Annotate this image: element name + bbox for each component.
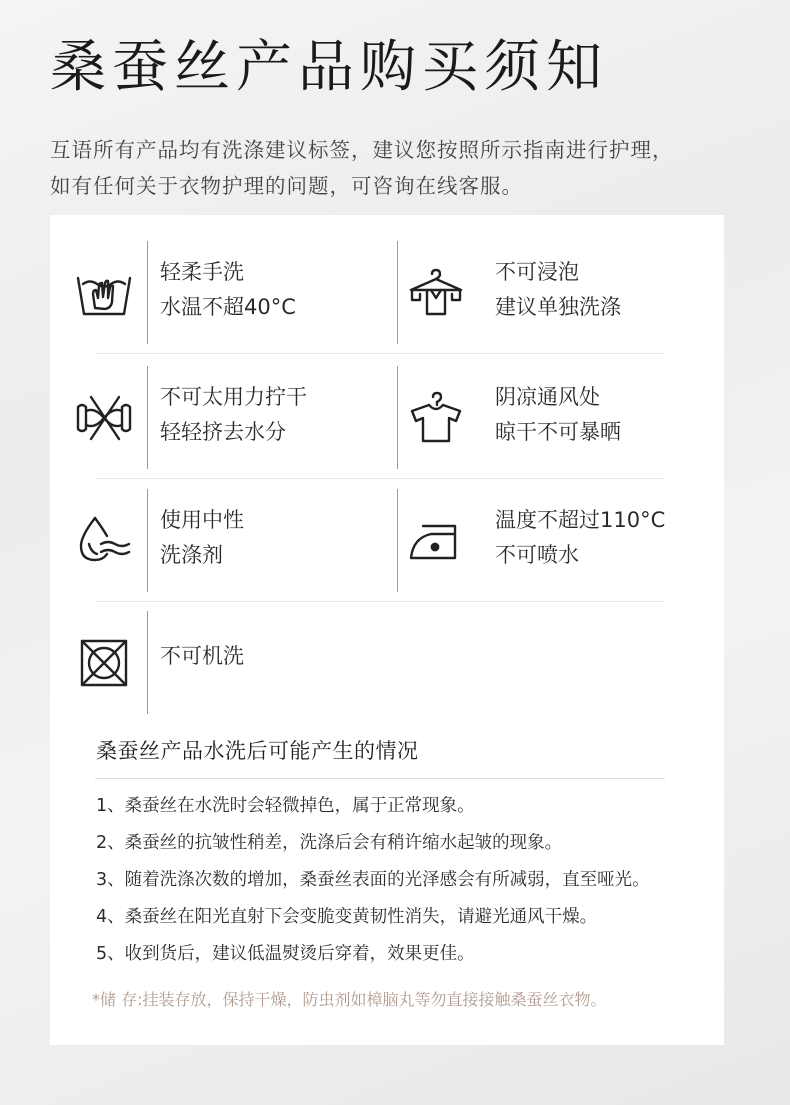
divider	[397, 489, 398, 592]
list-item: 2、桑蚕丝的抗皱性稍差，洗涤后会有稍许缩水起皱的现象。	[96, 833, 563, 853]
care-item-no-wring	[50, 366, 390, 469]
care-item-shade-dry	[390, 366, 724, 469]
list-item: 3、随着洗涤次数的增加，桑蚕丝表面的光泽感会有所减弱，直至哑光。	[96, 870, 650, 890]
list-item: 5、收到货后，建议低温熨烫后穿着，效果更佳。	[96, 944, 475, 964]
hang-dry-shade-icon	[404, 386, 468, 450]
care-label: 轻柔手洗	[160, 260, 244, 284]
care-row	[50, 489, 724, 592]
hand-wash-icon	[72, 261, 136, 325]
intro-line: 如有任何关于衣物护理的问题，可咨询在线客服。	[50, 174, 523, 198]
wash-effects-list	[96, 788, 650, 973]
row-separator	[95, 478, 665, 479]
page-title: 桑蚕丝产品购买须知	[50, 35, 608, 100]
row-separator	[95, 353, 665, 354]
care-detail: 轻轻挤去水分	[160, 420, 286, 444]
list-item: 1、桑蚕丝在水洗时会轻微掉色，属于正常现象。	[96, 796, 475, 816]
care-item-iron	[390, 489, 724, 592]
intro-line: 互语所有产品均有洗涤建议标签，建议您按照所示指南进行护理，	[50, 138, 674, 162]
care-label: 不可机洗	[160, 644, 244, 668]
section-title: 桑蚕丝产品水洗后可能产生的情况	[96, 739, 419, 763]
care-item-no-machine-wash	[50, 611, 390, 714]
care-label: 不可浸泡	[495, 260, 579, 284]
care-item-no-soak	[390, 241, 724, 344]
divider	[147, 489, 148, 592]
care-item-neutral-detergent	[50, 489, 390, 592]
divider	[147, 241, 148, 344]
neutral-detergent-icon	[72, 509, 136, 573]
care-row	[50, 611, 724, 714]
care-detail: 洗涤剂	[160, 543, 223, 567]
divider	[147, 366, 148, 469]
do-not-wring-icon	[72, 386, 136, 450]
intro-text	[50, 132, 750, 204]
care-label: 阴凉通风处	[495, 385, 600, 409]
care-label: 温度不超过110°C	[495, 508, 666, 532]
care-card	[50, 215, 724, 1045]
row-separator	[95, 601, 665, 602]
divider	[147, 611, 148, 714]
care-label: 不可太用力拧干	[160, 385, 307, 409]
no-machine-wash-icon	[72, 631, 136, 695]
divider	[397, 241, 398, 344]
care-item-hand-wash	[50, 241, 390, 344]
care-detail: 不可喷水	[495, 543, 579, 567]
care-detail: 水温不超40°C	[160, 295, 296, 319]
iron-icon	[404, 509, 468, 573]
hanger-shirt-icon	[404, 261, 468, 325]
care-row	[50, 241, 724, 344]
care-detail: 晾干不可暴晒	[495, 420, 621, 444]
storage-note: *储 存:挂装存放，保持干燥，防虫剂如樟脑丸等勿直接接触桑蚕丝衣物。	[92, 990, 607, 1009]
care-detail: 建议单独洗涤	[495, 295, 621, 319]
care-label: 使用中性	[160, 508, 244, 532]
section-divider	[95, 778, 665, 779]
care-row	[50, 366, 724, 469]
divider	[397, 366, 398, 469]
list-item: 4、桑蚕丝在阳光直射下会变脆变黄韧性消失，请避光通风干燥。	[96, 907, 598, 927]
